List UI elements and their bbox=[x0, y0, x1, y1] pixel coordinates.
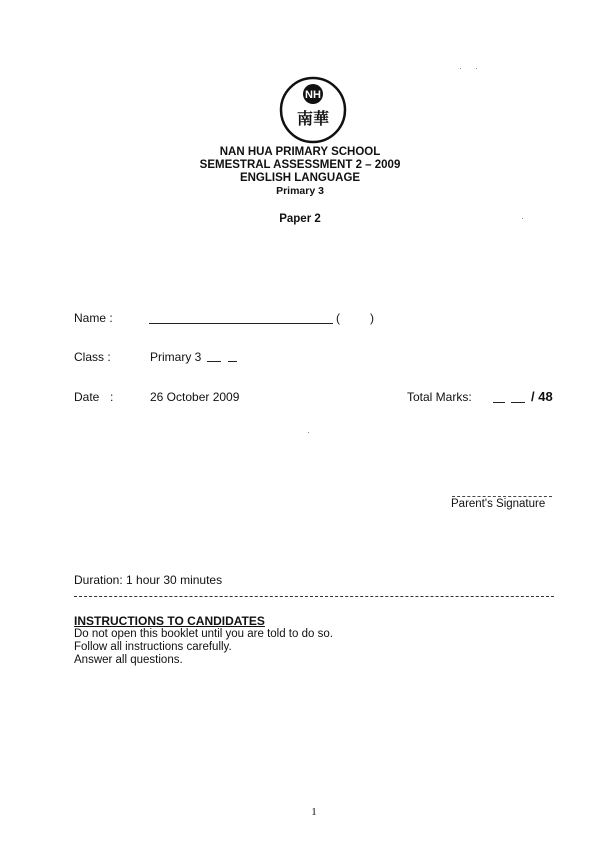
scan-speck bbox=[460, 68, 461, 69]
name-field[interactable] bbox=[149, 311, 333, 324]
assessment-title: SEMESTRAL ASSESSMENT 2 – 2009 bbox=[199, 159, 401, 171]
subject-title: ENGLISH LANGUAGE bbox=[239, 172, 361, 184]
level-title: Primary 3 bbox=[276, 185, 324, 197]
total-marks-label: Total Marks: bbox=[407, 390, 472, 404]
total-marks-value: / 48 bbox=[531, 389, 553, 404]
scan-speck bbox=[308, 432, 309, 433]
name-label: Name : bbox=[74, 311, 113, 325]
logo-chinese: 南華 bbox=[296, 109, 330, 128]
duration-text: Duration: 1 hour 30 minutes bbox=[74, 573, 223, 587]
instruction-line: Follow all instructions carefully. bbox=[74, 641, 232, 653]
total-marks-blank-1[interactable] bbox=[493, 390, 505, 403]
register-paren-close: ) bbox=[370, 311, 374, 325]
date-value: 26 October 2009 bbox=[150, 390, 240, 404]
instruction-line: Answer all questions. bbox=[74, 654, 183, 666]
scan-speck bbox=[476, 68, 477, 69]
date-label: Date bbox=[74, 390, 100, 404]
divider-rule bbox=[74, 596, 554, 597]
class-label: Class : bbox=[74, 350, 111, 364]
instructions-title: INSTRUCTIONS TO CANDIDATES bbox=[74, 614, 265, 628]
paper-title: Paper 2 bbox=[279, 213, 321, 225]
school-logo bbox=[279, 76, 347, 144]
register-paren-open: ( bbox=[336, 311, 340, 325]
class-value: Primary 3 bbox=[150, 350, 202, 364]
logo-initials: NH bbox=[305, 89, 321, 101]
school-name: NAN HUA PRIMARY SCHOOL bbox=[219, 146, 381, 158]
scan-speck bbox=[522, 218, 523, 219]
signature-label: Parent's Signature bbox=[451, 498, 546, 510]
page-number: 1 bbox=[311, 806, 317, 818]
instruction-line: Do not open this booklet until you are told to do so. bbox=[74, 628, 333, 640]
class-blank-2[interactable] bbox=[228, 349, 237, 362]
date-colon: : bbox=[110, 390, 114, 404]
signature-line[interactable] bbox=[452, 496, 552, 497]
class-blank-1[interactable] bbox=[207, 349, 221, 362]
total-marks-blank-2[interactable] bbox=[511, 390, 525, 403]
